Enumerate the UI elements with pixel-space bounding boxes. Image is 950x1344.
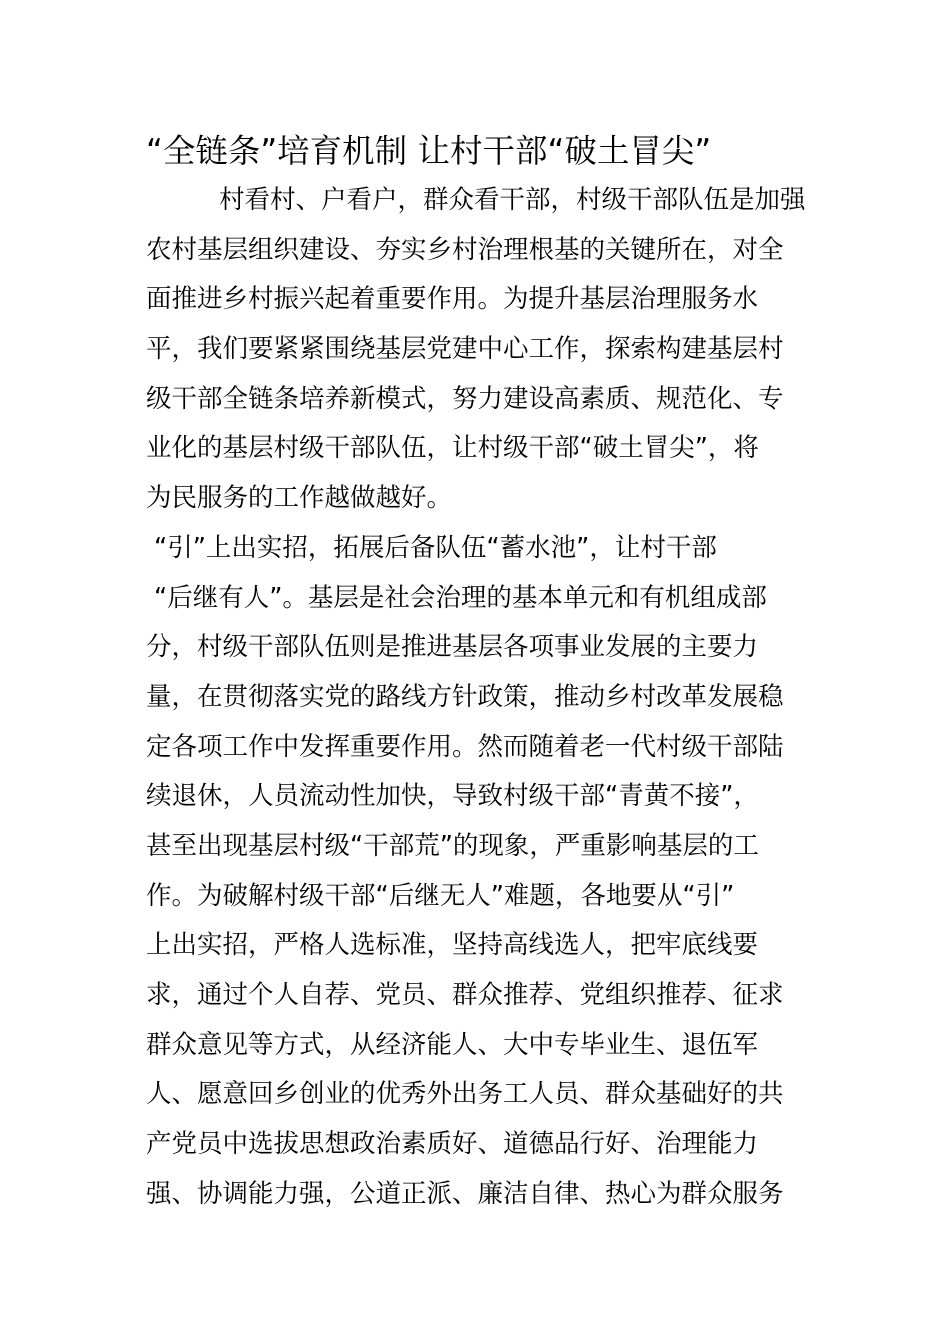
body-line: 上出实招，严格人选标准，坚持高线选人，把牢底线要	[146, 930, 759, 961]
body-line: 续退休，人员流动性加快，导致村级干部“青黄不接”，	[146, 781, 759, 812]
body-line: 定各项工作中发挥重要作用。然而随着老一代村级干部陆	[146, 731, 784, 762]
body-line: 为民服务的工作越做越好。	[146, 483, 453, 514]
body-line: 农村基层组织建设、夯实乡村治理根基的关键所在，对全	[146, 234, 784, 265]
body-line: 业化的基层村级干部队伍，让村级干部“破土冒尖”，将	[146, 433, 759, 464]
document-body	[146, 176, 806, 1219]
body-line: 量，在贯彻落实党的路线方针政策，推动乡村改革发展稳	[146, 681, 784, 712]
body-line: 求，通过个人自荐、党员、群众推荐、党组织推荐、征求	[146, 980, 784, 1010]
body-line: 强、协调能力强，公道正派、廉洁自律、热心为群众服务	[146, 1178, 784, 1209]
body-line: 甚至出现基层村级“干部荒”的现象，严重影响基层的工	[146, 830, 759, 861]
body-line: 级干部全链条培养新模式，努力建设高素质、规范化、专	[146, 383, 784, 414]
body-line: 面推进乡村振兴起着重要作用。为提升基层治理服务水	[146, 284, 759, 315]
body-line: 产党员中选拔思想政治素质好、道德品行好、治理能力	[146, 1129, 759, 1160]
body-line: 分，村级干部队伍则是推进基层各项事业发展的主要力	[146, 632, 759, 663]
body-line: “引”上出实招，拓展后备队伍“蓄水池”，让村干部	[154, 532, 717, 563]
body-line: 群众意见等方式，从经济能人、大中专毕业生、退伍军	[146, 1029, 759, 1060]
body-line: 平，我们要紧紧围绕基层党建中心工作，探索构建基层村	[146, 334, 784, 365]
body-line: 村看村、户看户，群众看干部，村级干部队伍是加强	[219, 185, 806, 215]
body-line: 作。为破解村级干部“后继无人”难题，各地要从“引”	[146, 880, 735, 911]
body-line: “后继有人”。基层是社会治理的基本单元和有机组成部	[154, 582, 767, 613]
document-title: “全链条”培育机制 让村干部“破土冒尖”	[146, 132, 712, 170]
body-line: 人、愿意回乡创业的优秀外出务工人员、群众基础好的共	[146, 1079, 784, 1110]
